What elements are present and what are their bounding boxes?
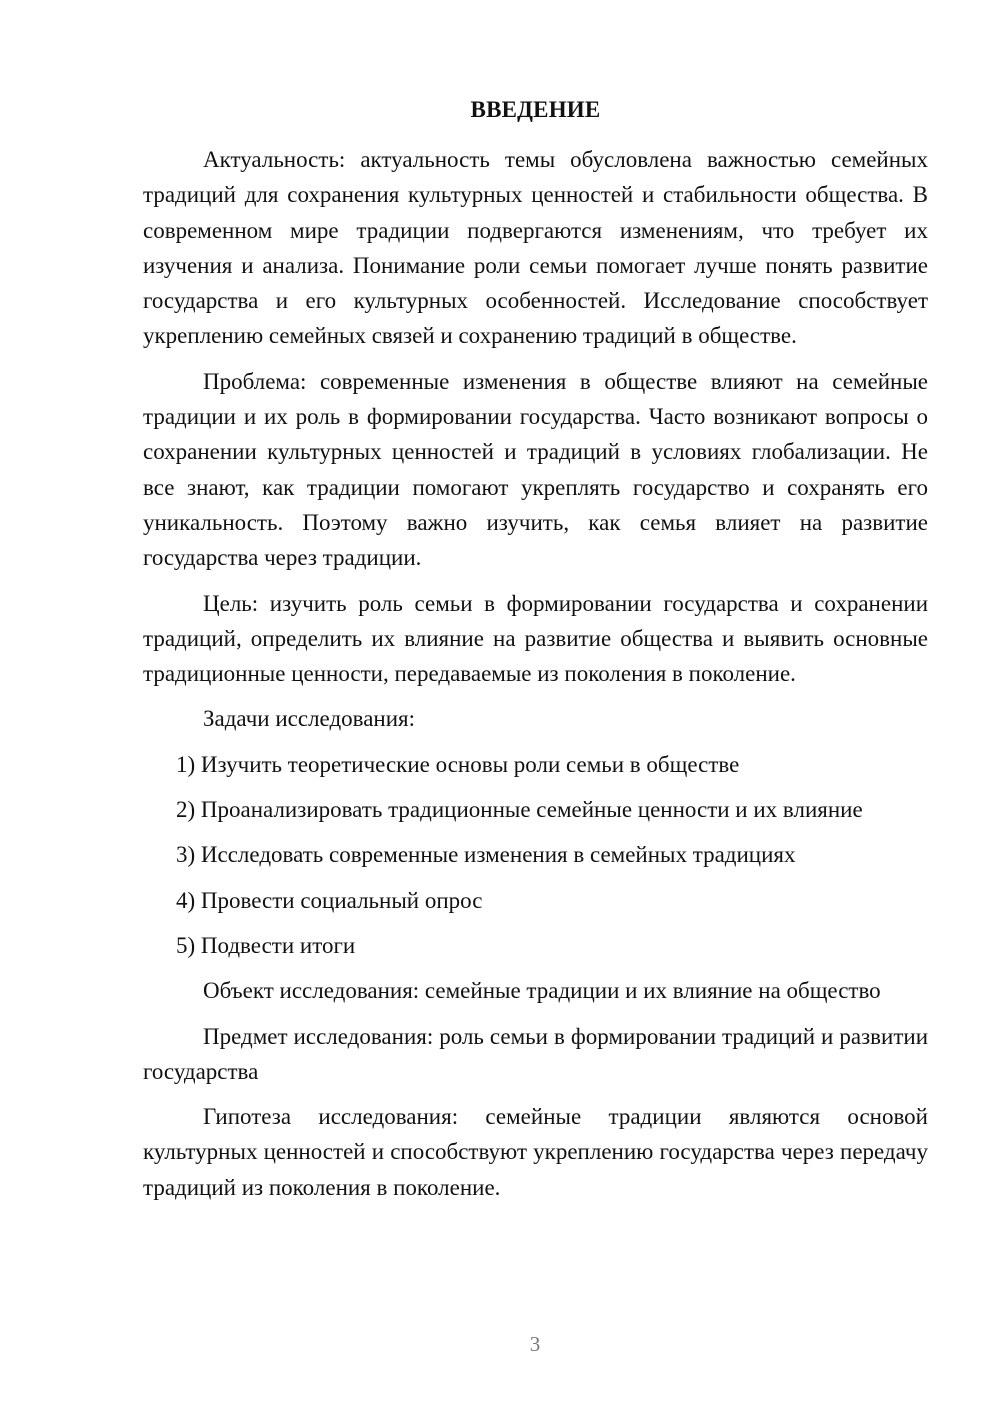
list-item: 1) Изучить теоретические основы роли семьи в обществе [176,751,740,777]
tasks-heading: Задачи исследования: [203,706,416,732]
list-item: 4) Провести социальный опрос [176,887,483,913]
list-item: 3) Исследовать современные изменения в семейных традициях [176,842,796,868]
relevance-paragraph: Актуальность: актуальность темы обусловлена важностью семейных традиций для сохранения культурных ценностей и стабильности общества. В современном мире традиции подвергаются изменениям, что требует их изучения и анализа. Понимание роли семьи помогает лучше понять развитие государства и его культурных особенностей. Исследование способствует укреплению семейных связей и сохранению традиций в обществе. [143,147,928,349]
tasks-list [143,747,928,963]
object-paragraph: Объект исследования: семейные традиции и их влияние на общество [203,978,881,1004]
list-item: 5) Подвести итоги [176,932,356,958]
page-number: 3 [529,1332,541,1356]
goal-paragraph: Цель: изучить роль семьи в формировании государства и сохранении традиций, определить их влияние на развитие общества и выявить основные традиционные ценности, передаваемые из поколения в поколение. [143,590,928,687]
hypothesis-paragraph: Гипотеза исследования: семейные традиции являются основой культурных ценностей и способствуют укреплению государства через передачу традиций из поколения в поколение. [143,1104,928,1200]
problem-paragraph: Проблема: современные изменения в обществе влияют на семейные традиции и их роль в формировании государства. Часто возникают вопросы о сохранении культурных ценностей и традиций в условиях глобализации. Не все знают, как традиции помогают укреплять государство и сохранять его уникальность. Поэтому важно изучить, как семья влияет на развитие государства через традиции. [143,368,928,571]
list-item: 2) Проанализировать традиционные семейные ценности и их влияние [176,797,863,823]
page-title: ВВЕДЕНИЕ [470,97,601,122]
subject-paragraph: Предмет исследования: роль семьи в формировании традиций и развитии государства [143,1023,928,1084]
document-page [143,95,928,1215]
